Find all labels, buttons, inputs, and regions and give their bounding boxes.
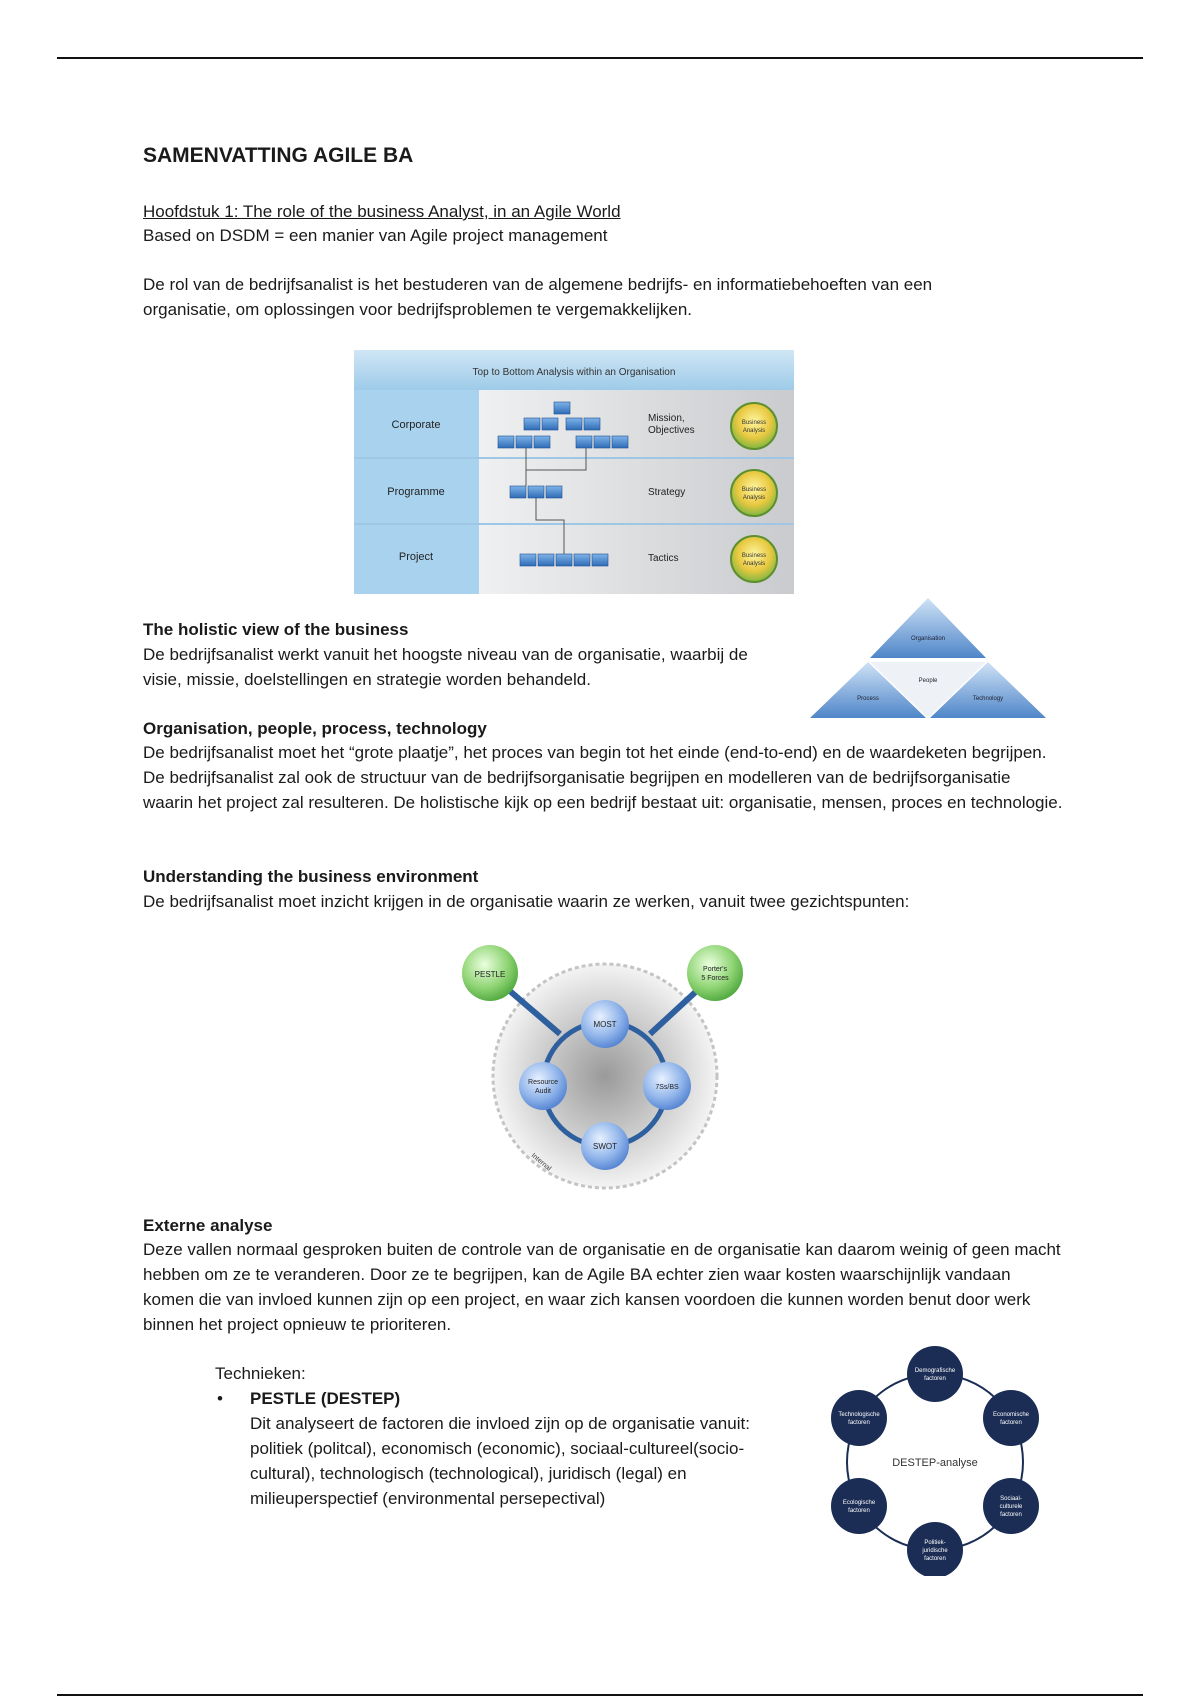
environment-paragraph: De bedrijfsanalist moet inzicht krijgen in de organisatie waarin ze werken, vanuit twee gezichtspunten: [143,892,910,911]
destep-node-ecologisch: Ecologische [842,1500,876,1506]
destep-node-technologisch: Technologische [838,1412,880,1418]
holistic-heading: The holistic view of the business [143,620,409,639]
page-title: SAMENVATTING AGILE BA [143,144,414,167]
svg-text:SWOT: SWOT [593,1142,617,1151]
svg-text:5 Forces: 5 Forces [701,975,729,982]
svg-text:7Ss/BS: 7Ss/BS [655,1084,679,1091]
focus-tactics: Tactics [648,553,679,564]
svg-text:factoren: factoren [924,1556,946,1562]
top-bottom-analysis-diagram [354,350,794,594]
svg-text:Business: Business [741,420,767,426]
chapter-heading: Hoofdstuk 1: The role of the business Analyst, in an Agile World [143,202,621,221]
business-environment-diagram [445,936,755,1196]
svg-text:factoren: factoren [1000,1512,1022,1518]
badge-corporate [731,403,777,449]
node-right [643,1062,691,1110]
destep-node-demografisch: Demografische [914,1368,956,1374]
svg-text:culturele: culturele [999,1504,1023,1510]
destep-node-politiek: Politiek- [924,1540,946,1546]
environment-heading: Understanding the business environment [143,867,479,886]
svg-text:juridische: juridische [922,1548,948,1554]
svg-text:Audit: Audit [535,1088,551,1095]
external-heading: Externe analyse [143,1216,273,1235]
svg-text:Analysis: Analysis [742,495,766,501]
triangle-center-label: People [918,678,938,684]
focus-strategy: Strategy [648,487,686,498]
bottom-rule [57,1694,1143,1696]
top-rule [57,57,1143,59]
node-porter [687,945,743,1001]
svg-text:Resource: Resource [528,1079,558,1086]
svg-text:factoren: factoren [1000,1420,1022,1426]
triangle-top-label: Organisation [910,636,946,642]
diagram-title: Top to Bottom Analysis within an Organisation [472,367,676,378]
external-paragraph: Deze vallen normaal gesproken buiten de controle van de organisatie en de organisatie kan daarom weinig of geen macht hebben om ze te veranderen. Door ze te begrijpen, kan de Agile BA echter zien waar kosten waarschijnlijk vandaan komen die van invloed kunnen zijn op een project, en waar zich kansen voordoen die kunnen worden benut door werk binnen het project opnieuw te prioriteren. [143,1240,1061,1334]
triangle-left-label: Process [857,696,879,702]
svg-text:Business: Business [741,553,767,559]
technique-text: Dit analyseert de factoren die invloed zijn op de organisatie vanuit: politiek (politcal), economisch (economic), sociaal-cultureel(socio-cultural), technologisch (technological), juridisch (legal) en milieuperspectief (environmental persepectival) [250,1414,750,1508]
ring-label-internal: Internal [529,1152,553,1173]
row-label-programme: Programme [387,486,445,498]
svg-text:PESTLE: PESTLE [474,970,506,979]
oppt-paragraph: De bedrijfsanalist moet het “grote plaatje”, het proces van begin tot het einde (end-to-end) en de waardeketen begrijpen. De bedrijfsanalist zal ook de structuur van de bedrijfsorganisatie begrijpen en modelleren van de bedrijfsorganisatie waarin het project zal resulteren. De holistische kijk op een bedrijf bestaat uit: organisatie, mensen, proces en technologie. [143,743,1063,812]
destep-node-sociaal: Sociaal- [1000,1496,1022,1502]
bullet-icon: • [217,1389,223,1408]
intro-paragraph: De rol van de bedrijfsanalist is het bestuderen van de algemene bedrijfs- en informatiebehoeften van een organisatie, om oplossingen voor bedrijfsproblemen te vergemakkelijken. [143,275,933,319]
chapter-subtitle: Based on DSDM = een manier van Agile project management [143,226,608,245]
badge-programme [731,470,777,516]
node-resource-audit [519,1062,567,1110]
techniques-list [215,1386,775,1511]
holistic-paragraph: De bedrijfsanalist werkt vanuit het hoogste niveau van de organisatie, waarbij de visie, missie, doelstellingen en strategie worden behandeld. [143,645,748,689]
svg-text:factoren: factoren [924,1376,946,1382]
focus-mission-1: Mission, [648,413,685,424]
svg-text:factoren: factoren [848,1508,870,1514]
svg-text:Analysis: Analysis [742,428,766,434]
node-most [581,1000,629,1048]
svg-text:MOST: MOST [593,1020,617,1029]
node-pestle [462,945,518,1001]
destep-diagram [820,1336,1050,1576]
triangle-right-label: Technology [972,696,1004,702]
oppt-heading: Organisation, people, process, technology [143,719,487,738]
focus-mission-2: Objectives [648,425,695,436]
techniques-label: Technieken: [215,1364,306,1383]
technique-name: PESTLE (DESTEP) [250,1389,401,1408]
destep-center-label: DESTEP-analyse [892,1457,978,1469]
node-swot [581,1122,629,1170]
destep-node-economisch: Economische [992,1412,1030,1418]
row-label-corporate: Corporate [391,419,441,431]
triangle-diagram [810,596,1050,720]
row-label-project: Project [398,551,434,563]
svg-text:Business: Business [741,487,767,493]
badge-project [731,536,777,582]
technique-item [215,1386,775,1511]
svg-text:factoren: factoren [848,1420,870,1426]
svg-text:Porter's: Porter's [703,966,727,973]
svg-text:Analysis: Analysis [742,561,766,567]
